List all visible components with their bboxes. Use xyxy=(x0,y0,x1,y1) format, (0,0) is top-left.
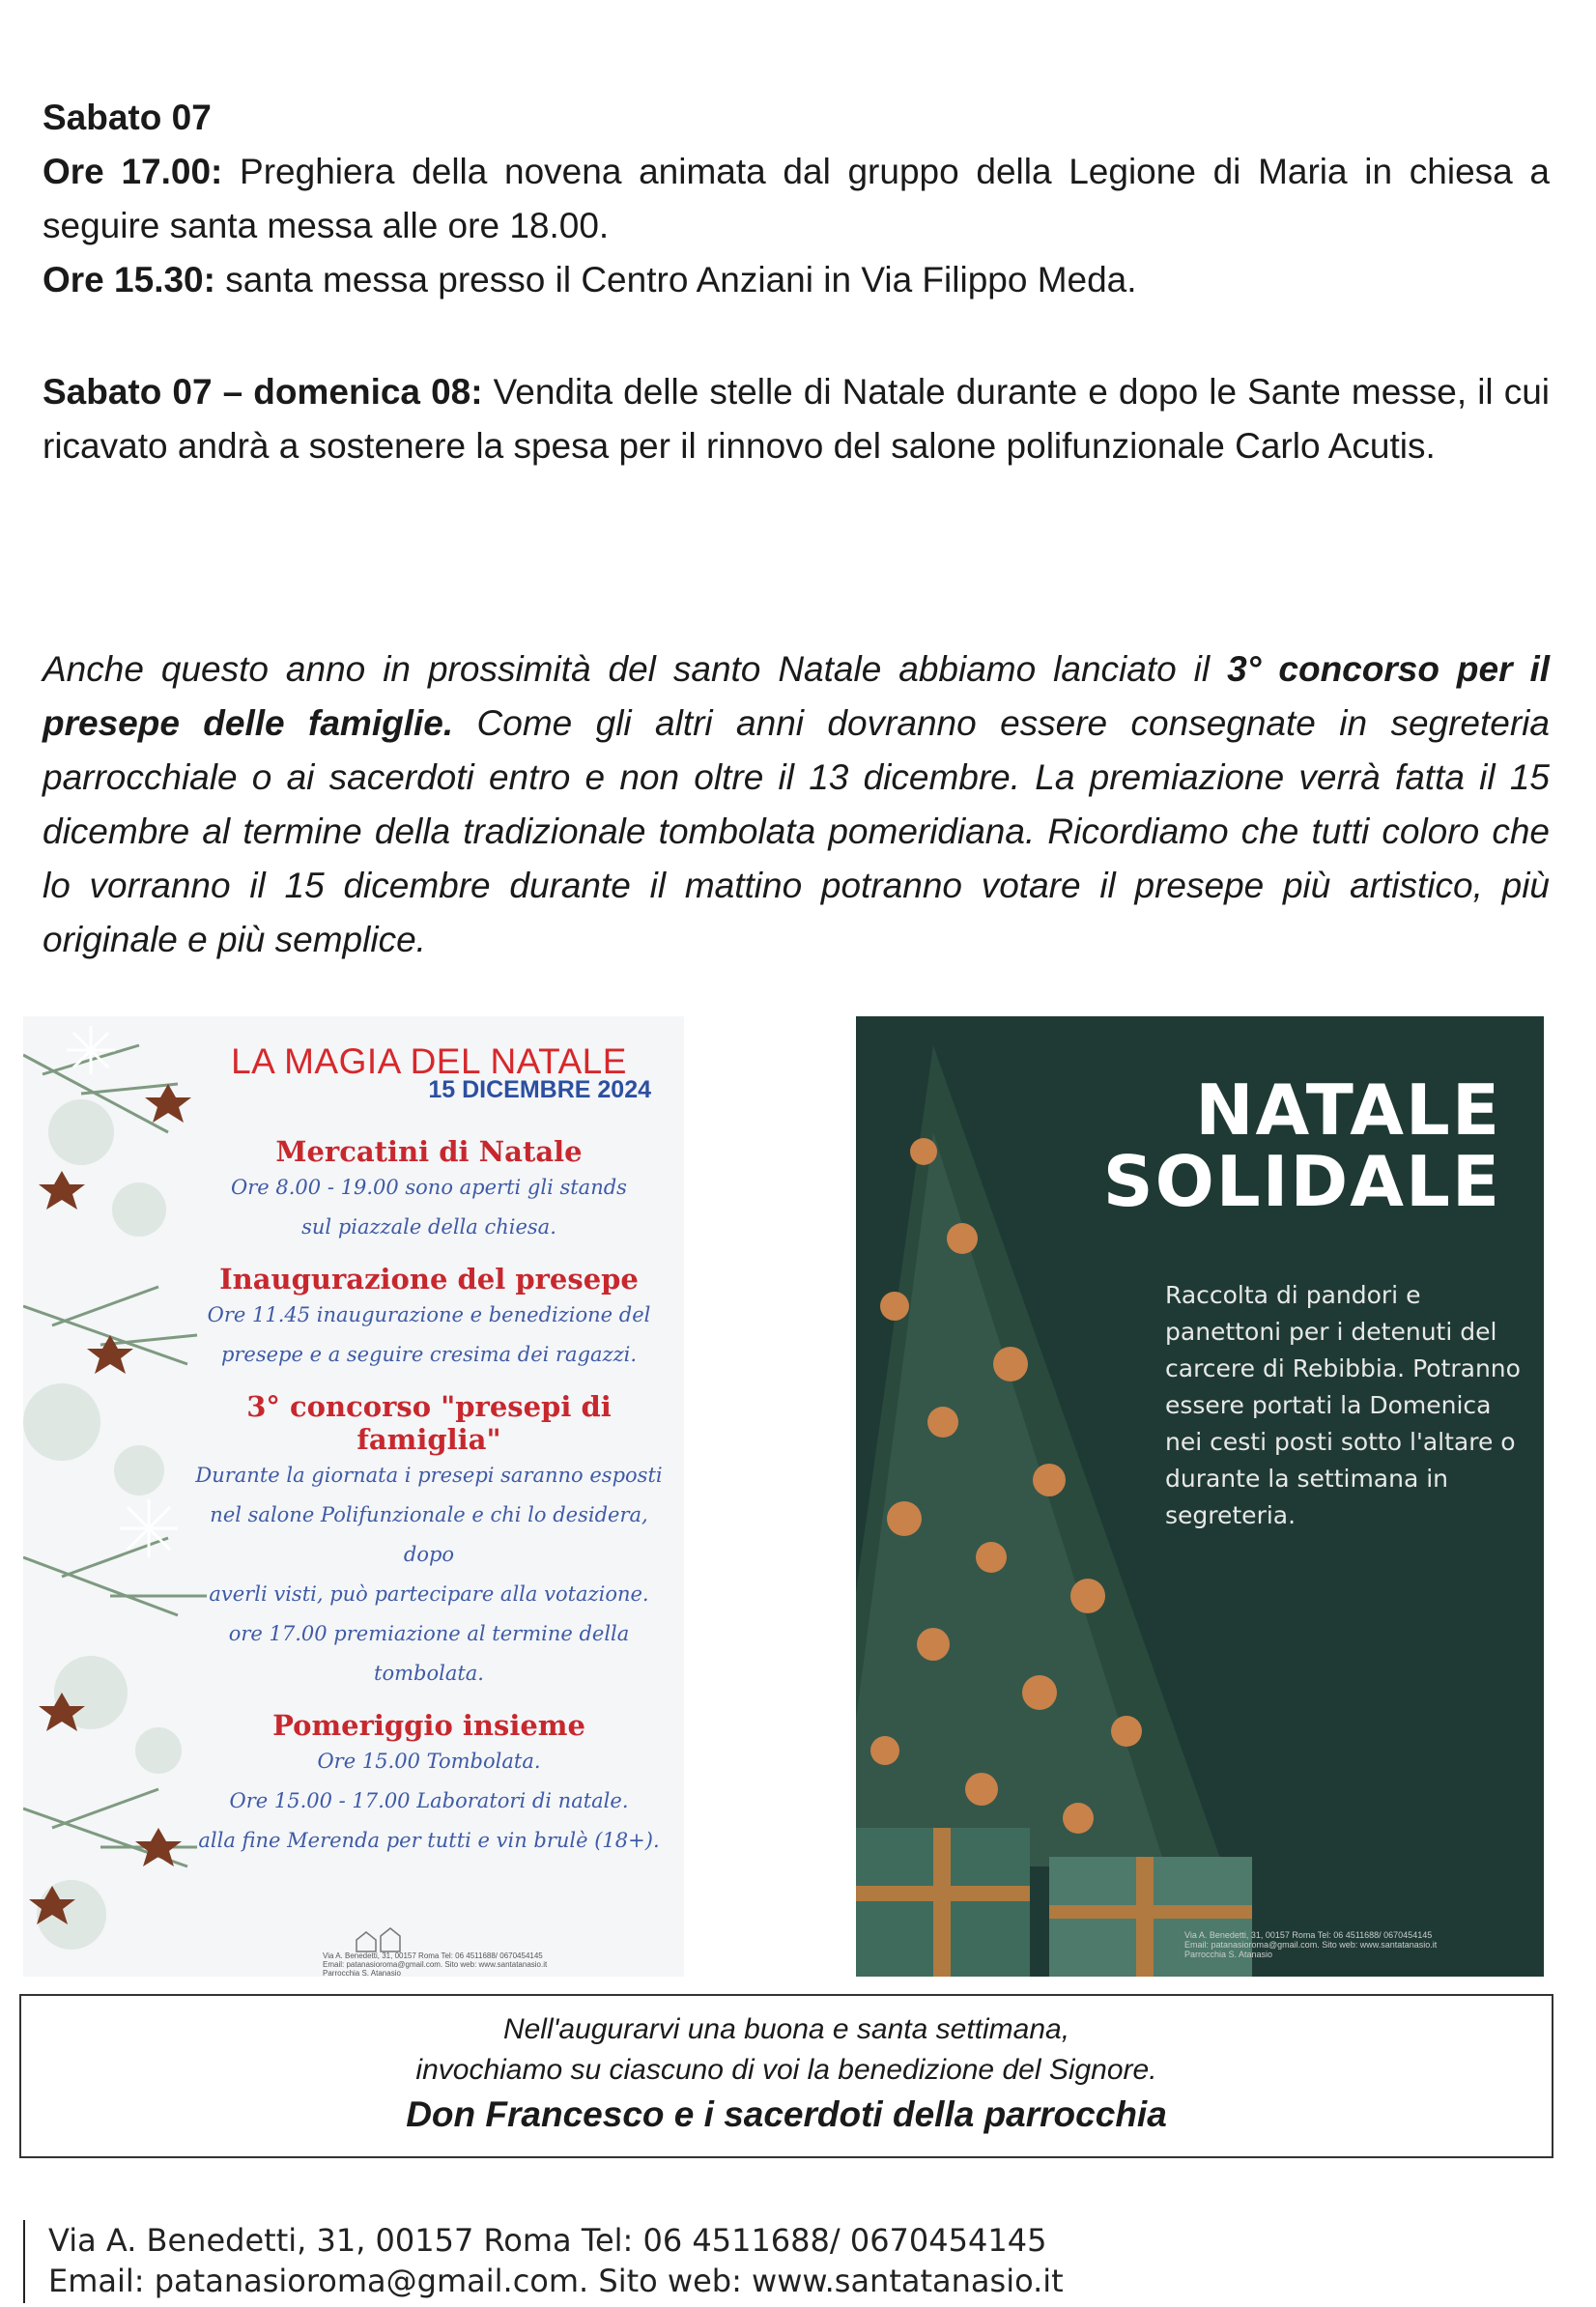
concorso-text-4: ore 17.00 premiazione al termine della xyxy=(228,1622,630,1645)
sabato-line-1-text: Preghiera della novena animata dal gruppo della Legione di Maria in chiesa a seguire santa messa alle ore 18.00. xyxy=(43,152,1550,245)
concorso-text-5: tombolata. xyxy=(374,1662,484,1685)
sabato-line-2-label: Ore 15.30: xyxy=(43,260,215,299)
natale-solidale-footer-line-1: Via A. Benedetti, 31, 00157 Roma Tel: 06 4511688/ 0670454145 xyxy=(1184,1930,1433,1940)
concorso-heading-2: famiglia" xyxy=(356,1423,501,1456)
concorso-text-3: averli visti, può partecipare alla votazione. xyxy=(209,1582,649,1606)
concorso-heading-1: 3° concorso "presepi di xyxy=(246,1390,612,1423)
natale-solidale-title-line-1: NATALE xyxy=(1195,1069,1501,1151)
closing-line-2: invochiamo su ciascuno di voi la benedizione del Signore. xyxy=(415,2054,1157,2086)
sabato-title: Sabato 07 xyxy=(43,98,212,137)
pomeriggio-text-1: Ore 15.00 Tombolata. xyxy=(317,1750,541,1773)
mercatini-heading: Mercatini di Natale xyxy=(275,1135,583,1168)
poster-magia-title: LA MAGIA DEL NATALE xyxy=(231,1041,627,1081)
poster-magia-footer xyxy=(323,1951,684,1977)
weekend-label: Sabato 07 – domenica 08: xyxy=(43,372,483,412)
natale-solidale-title xyxy=(1022,1069,1525,1222)
sabato-line-1 xyxy=(43,145,1550,253)
poster-magia-logo-caption: Parrocchia S. Atanasio xyxy=(323,1969,401,1977)
concorso-text-1: Durante la giornata i presepi saranno esposti xyxy=(195,1464,663,1487)
presepe-heading: Inaugurazione del presepe xyxy=(219,1263,639,1296)
closing-line-1: Nell'augurarvi una buona e santa settimana, xyxy=(502,2013,1070,2045)
footer-contact: Email: patanasioroma@gmail.com. Sito web: www.santatanasio.it xyxy=(48,2263,1064,2299)
natale-solidale-footer-line-2: Email: patanasioroma@gmail.com. Sito web: www.santatanasio.it xyxy=(1184,1940,1438,1950)
natale-solidale-logo-caption: Parrocchia S. Atanasio xyxy=(1184,1950,1273,1959)
poster-magia-footer-line-1: Via A. Benedetti, 31, 00157 Roma Tel: 06 4511688/ 0670454145 xyxy=(323,1951,543,1960)
pomeriggio-text-3: alla fine Merenda per tutti e vin brulè (18+). xyxy=(198,1829,660,1852)
weekend-text: Vendita delle stelle di Natale durante e dopo le Sante messe, il cui ricavato andrà a sostenere la spesa per il rinnovo del salone polifunzionale Carlo Acutis. xyxy=(43,372,1550,466)
natale-solidale-title-line-2: SOLIDALE xyxy=(1102,1141,1501,1222)
page-footer xyxy=(23,2220,1064,2303)
footer-address: Via A. Benedetti, 31, 00157 Roma Tel: 06 4511688/ 0670454145 xyxy=(48,2222,1047,2259)
mercatini-text-1: Ore 8.00 - 19.00 sono aperti gli stands xyxy=(231,1176,627,1199)
natale-solidale-text: Raccolta di pandori e panettoni per i detenuti del carcere di Rebibbia. Potranno essere portati la Domenica nei cesti posti sotto l'altare o durante la settimana in segreteria. xyxy=(1165,1281,1521,1529)
poster-magia-footer-line-2: Email: patanasioroma@gmail.com. Sito web: www.santatanasio.it xyxy=(323,1960,548,1969)
presepe-text-1: Ore 11.45 inaugurazione e benedizione del xyxy=(207,1303,651,1326)
natale-solidale-footer xyxy=(1184,1930,1437,1959)
poster-magia-natale xyxy=(23,1016,684,1977)
closing-greeting-box xyxy=(19,1994,1553,2158)
closing-signature: Don Francesco e i sacerdoti della parrocchia xyxy=(406,2094,1167,2134)
poster-magia-content xyxy=(187,1032,670,1861)
pomeriggio-text-2: Ore 15.00 - 17.00 Laboratori di natale. xyxy=(229,1789,629,1812)
concorso-text-2: nel salone Polifunzionale e chi lo desidera, dopo xyxy=(210,1503,648,1566)
concorso-highlight: 3° concorso per il presepe delle famiglie. xyxy=(43,649,1551,743)
sabato-line-1-label: Ore 17.00: xyxy=(43,152,223,191)
presepe-text-2: presepe e a seguire cresima dei ragazzi. xyxy=(220,1343,638,1366)
concorso-rest: Come gli altri anni dovranno essere consegnate in segreteria parrocchiale o ai sacerdoti entro e non oltre il 13 dicembre. La premiazione verrà fatta il 15 dicembre al termine della tradizionale tombolata pomeridiana. Ricordiamo che tutti coloro che lo vorranno il 15 dicembre durante il mattino potranno votare il presepe più artistico, più originale e più semplice. xyxy=(43,703,1550,959)
sabato-section xyxy=(43,91,1550,307)
mercatini-text-2: sul piazzale della chiesa. xyxy=(301,1215,556,1239)
sabato-line-2 xyxy=(43,253,1550,307)
sabato-line-2-text: santa messa presso il Centro Anziani in Via Filippo Meda. xyxy=(214,260,1137,299)
pomeriggio-heading: Pomeriggio insieme xyxy=(272,1709,585,1742)
poster-magia-date: 15 DICEMBRE 2024 xyxy=(428,1076,651,1103)
weekend-section xyxy=(43,365,1550,473)
concorso-intro: Anche questo anno in prossimità del santo Natale abbiamo lanciato il xyxy=(43,649,1228,689)
concorso-section xyxy=(43,642,1550,967)
poster-natale-solidale xyxy=(856,1016,1544,1977)
